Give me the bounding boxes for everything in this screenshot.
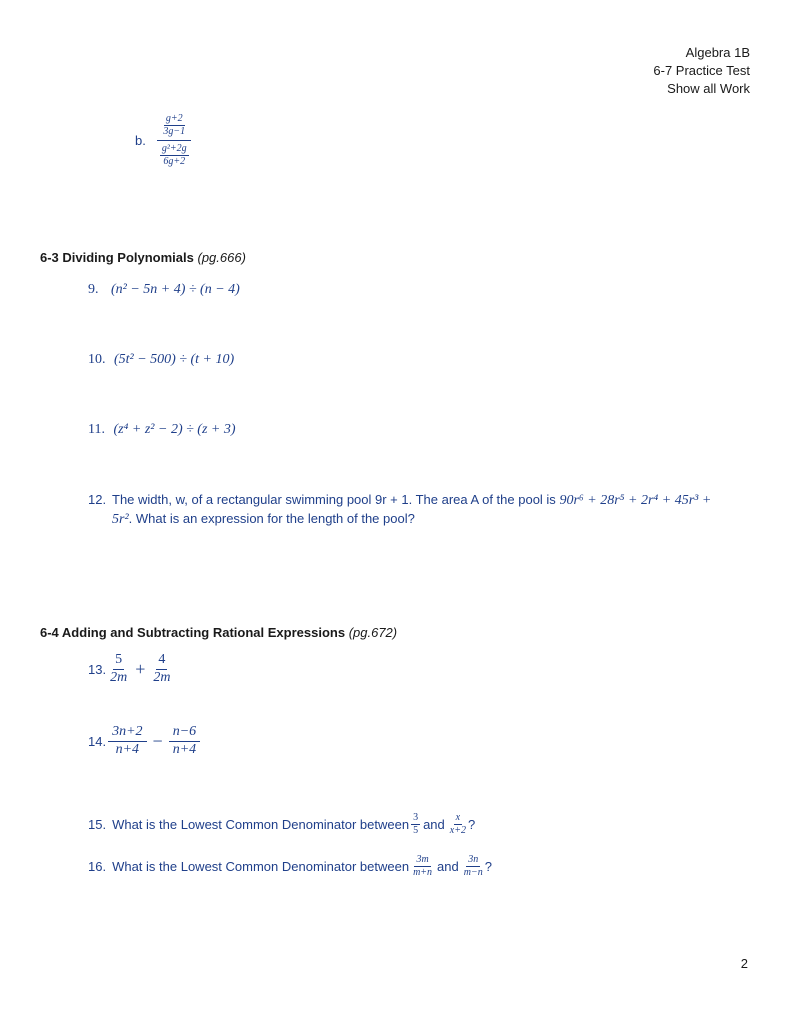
- fraction-numerator: n−6: [169, 724, 200, 742]
- question-14: [88, 724, 200, 759]
- question-12-text: [112, 491, 711, 529]
- complex-fraction-numerator: [157, 113, 191, 141]
- section-6-3-title: 6-3 Dividing Polynomials: [40, 250, 194, 265]
- question-16: [88, 854, 492, 879]
- plus-operator: +: [135, 658, 146, 679]
- inner-fraction-bottom: [160, 143, 189, 168]
- inner-bottom-denominator: 6g+2: [163, 156, 186, 167]
- question-16-end: ?: [484, 859, 492, 874]
- fraction-numerator: 3m: [416, 854, 429, 865]
- question-10-number: 10.: [88, 352, 106, 367]
- question-14-fraction-2: [169, 724, 200, 759]
- fraction-denominator: n+4: [172, 741, 197, 757]
- page-number: 2: [740, 956, 748, 971]
- fraction-denominator: 5: [413, 825, 419, 836]
- question-9-number: 9.: [88, 282, 99, 297]
- fraction-denominator: n+4: [115, 741, 140, 757]
- question-11: [88, 420, 236, 438]
- instruction-note: Show all Work: [667, 81, 750, 96]
- question-15-fraction-2: [448, 812, 468, 837]
- fraction-numerator: 3n+2: [108, 724, 146, 742]
- inner-top-denominator: 3g−1: [163, 126, 186, 137]
- question-11-expression: (z⁴ + z² − 2) ÷ (z + 3): [113, 422, 236, 437]
- question-12-area-expression: 90r⁶ + 28r⁵ + 2r⁴ + 45r³ +: [559, 493, 712, 508]
- fraction-numerator: 5: [113, 652, 124, 670]
- question-13-number: 13.: [88, 661, 107, 677]
- document-header: [653, 44, 750, 98]
- problem-b-label: b.: [135, 133, 146, 148]
- question-16-text: What is the Lowest Common Denominator between: [112, 859, 410, 874]
- complex-fraction: [156, 113, 193, 168]
- fraction-numerator: 3n: [468, 854, 479, 865]
- question-16-and: and: [437, 859, 459, 874]
- question-14-number: 14.: [88, 733, 107, 749]
- fraction-numerator: x: [455, 812, 461, 823]
- fraction-denominator: x+2: [449, 825, 466, 836]
- question-11-number: 11.: [88, 422, 105, 437]
- question-16-number: 16.: [88, 859, 107, 874]
- question-12-area-expression-cont: 5r²: [112, 512, 129, 527]
- complex-fraction-denominator: [156, 141, 193, 168]
- fraction-denominator: m+n: [413, 867, 433, 878]
- section-6-4-heading: [40, 625, 397, 640]
- problem-b: [135, 113, 193, 168]
- question-12-text-part1: The width, w, of a rectangular swimming pool 9r + 1. The area A of the pool is: [112, 492, 556, 507]
- section-6-4-page: (pg.672): [348, 625, 398, 640]
- question-13-fraction-2: [151, 652, 172, 687]
- question-9-expression: (n² − 5n + 4) ÷ (n − 4): [110, 282, 240, 297]
- question-15-number: 15.: [88, 817, 107, 832]
- course-title: Algebra 1B: [685, 45, 750, 60]
- fraction-denominator: 2m: [110, 669, 128, 685]
- question-12: [88, 491, 758, 529]
- question-14-fraction-1: [108, 724, 146, 759]
- question-12-text-part2: . What is an expression for the length of the pool?: [128, 511, 415, 526]
- question-15-end: ?: [467, 817, 476, 832]
- section-6-3-page: (pg.666): [197, 250, 246, 265]
- question-16-fraction-2: [462, 854, 485, 879]
- fraction-denominator: 2m: [153, 669, 171, 685]
- inner-bottom-numerator: g²+2g: [161, 143, 187, 154]
- inner-fraction-top: [161, 113, 187, 138]
- question-12-number: 12.: [88, 492, 107, 507]
- question-13-fraction-1: [108, 652, 129, 687]
- question-15-text: What is the Lowest Common Denominator between: [112, 817, 410, 832]
- fraction-numerator: 4: [156, 652, 167, 670]
- question-13: [88, 652, 172, 687]
- section-6-4-title: 6-4 Adding and Subtracting Rational Expressions: [40, 625, 346, 640]
- fraction-denominator: m−n: [463, 867, 483, 878]
- section-6-3-heading: [40, 250, 246, 265]
- minus-operator: −: [152, 730, 163, 751]
- question-15-fraction-1: [411, 812, 420, 837]
- inner-top-numerator: g+2: [165, 113, 183, 124]
- question-10: [88, 350, 234, 368]
- question-15-and: and: [423, 817, 445, 832]
- fraction-numerator: 3: [413, 812, 419, 823]
- question-9: [88, 280, 240, 298]
- test-title: 6-7 Practice Test: [653, 63, 750, 78]
- question-15: [88, 812, 475, 837]
- question-16-fraction-1: [411, 854, 434, 879]
- question-10-expression: (5t² − 500) ÷ (t + 10): [113, 352, 235, 367]
